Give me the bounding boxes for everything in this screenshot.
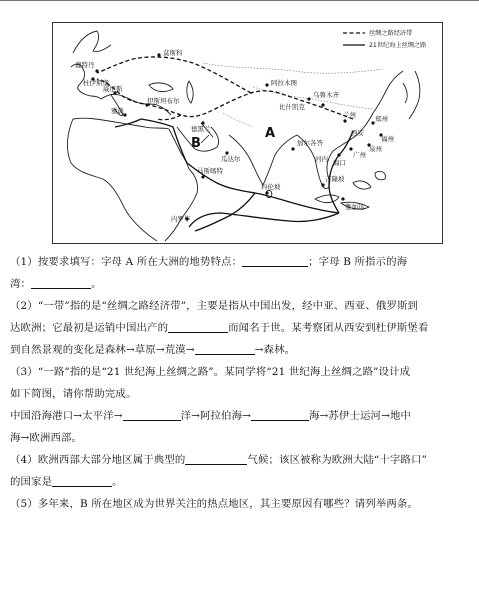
q2-text-e: →森林。 <box>254 344 296 356</box>
q4-text-b: 气候；该区被称为欧洲大陆“十字路口” <box>247 454 427 466</box>
maritime-route <box>115 119 353 231</box>
question-block <box>10 251 469 515</box>
label-lanzhou: 兰州 <box>343 111 356 119</box>
label-duisburg: 杜伊斯堡 <box>83 79 109 87</box>
label-kuala-lumpur: 吉隆坡 <box>325 175 345 183</box>
label-fuzhou: 福州 <box>381 135 394 143</box>
city-dots <box>91 53 382 220</box>
q3-text-d: 洋→阿拉伯海→ <box>180 410 251 422</box>
q1-blank-a[interactable] <box>242 254 308 267</box>
legend-road-label: 21世纪海上丝绸之路 <box>369 42 427 49</box>
q3-line4 <box>10 427 469 449</box>
pointer-B <box>201 135 209 143</box>
top-rule <box>0 0 479 1</box>
q5-text-a: （5）多年来，B 所在地区成为世界关注的热点地区，其主要原因有哪些？请列举两条。 <box>10 498 418 510</box>
q3-line3 <box>10 405 469 427</box>
q5-line1 <box>10 493 469 515</box>
q3-text-a: （3）“一路”指的是“21 世纪海上丝绸之路”。某同学将“21 世纪海上丝绸之路”设计成 <box>10 366 411 378</box>
silk-road-map <box>52 22 443 244</box>
label-colombo: 科伦坡 <box>261 183 281 191</box>
label-zhengzhou: 郑州 <box>375 115 388 123</box>
label-almaty: 阿拉木图 <box>271 79 297 87</box>
label-guangzhou: 广州 <box>353 151 366 159</box>
q1-text-c: 湾： <box>10 278 32 290</box>
label-istanbul: 伊斯坦布尔 <box>147 97 180 105</box>
q3-text-b: 如下简图，请你帮助完成。 <box>10 388 137 400</box>
q2-text-d: 到自然景观的变化是森林→草原→荒漠→ <box>10 344 195 356</box>
q3-line2 <box>10 383 469 405</box>
label-tehran: 德黑兰 <box>191 125 211 133</box>
map-letter-B: B <box>191 136 201 151</box>
label-mombasa: 马斯喀特 <box>197 167 223 175</box>
q2-line3 <box>10 339 469 361</box>
label-haikou: 海口 <box>333 159 346 167</box>
legend <box>343 29 427 49</box>
label-xian: 西安 <box>351 129 364 137</box>
q1-text-b: ；字母 B 所指示的海 <box>308 256 408 268</box>
label-bishkek: 比什凯克 <box>279 103 305 111</box>
q4-blank-b[interactable] <box>52 474 112 487</box>
q3-text-e: 海→苏伊士运河→地中 <box>309 410 412 422</box>
q1-text-a: （1）按要求填写：字母 A 所在大洲的地势特点： <box>10 256 243 268</box>
q3-line1 <box>10 361 469 383</box>
borders <box>203 63 383 127</box>
q3-text-c: 中国沿海港口→太平洋→ <box>10 410 123 422</box>
q4-text-a: （4）欧洲西部大部分地区属于典型的 <box>10 454 186 466</box>
label-urumqi: 乌鲁木齐 <box>313 91 339 99</box>
legend-belt-label: 丝绸之路经济带 <box>369 30 413 37</box>
q3-text-f: 海→欧洲西部。 <box>10 432 83 444</box>
q2-line2 <box>10 317 469 339</box>
q4-line2 <box>10 471 469 493</box>
label-quanzhou: 泉州 <box>369 145 382 153</box>
label-nairobi: 内罗毕 <box>171 215 191 223</box>
q4-text-d: 。 <box>112 476 123 488</box>
q4-text-c: 的国家是 <box>10 476 53 488</box>
q2-text-b: 达欧洲；它最初是运销中国出产的 <box>10 322 169 334</box>
q4-line1 <box>10 449 469 471</box>
q2-line1 <box>10 295 469 317</box>
q1-line2 <box>10 273 469 295</box>
q2-blank-b[interactable] <box>195 342 255 355</box>
label-rotterdam: 鹿特丹 <box>75 61 95 69</box>
label-jakarta: 雅加达 <box>345 203 365 211</box>
label-moscow: 莫斯科 <box>163 49 183 57</box>
q2-blank-a[interactable] <box>168 320 228 333</box>
q2-text-a: （2）“一带”指的是“丝绸之路经济带”，主要是指从中国出发，经中亚、西亚、俄罗斯到 <box>10 300 419 312</box>
coastlines <box>67 31 419 241</box>
label-venice: 威尼斯 <box>103 85 123 93</box>
map-letter-A: A <box>265 126 276 141</box>
q2-text-c: 而闻名于世。某考察团从西安到杜伊斯堡看 <box>228 322 429 334</box>
q4-blank-a[interactable] <box>185 452 247 465</box>
q1-blank-b[interactable] <box>31 276 91 289</box>
label-athens: 雅典 <box>111 107 124 115</box>
q1-text-d: 。 <box>91 278 102 290</box>
map-svg <box>53 23 442 243</box>
q3-blank-b[interactable] <box>251 408 309 421</box>
label-calcutta: 加尔各答 <box>297 139 323 147</box>
q1-line1 <box>10 251 469 273</box>
label-hanoi: 河内 <box>315 155 328 163</box>
label-gwadar: 瓜达尔 <box>221 155 241 163</box>
q3-blank-a[interactable] <box>123 408 181 421</box>
